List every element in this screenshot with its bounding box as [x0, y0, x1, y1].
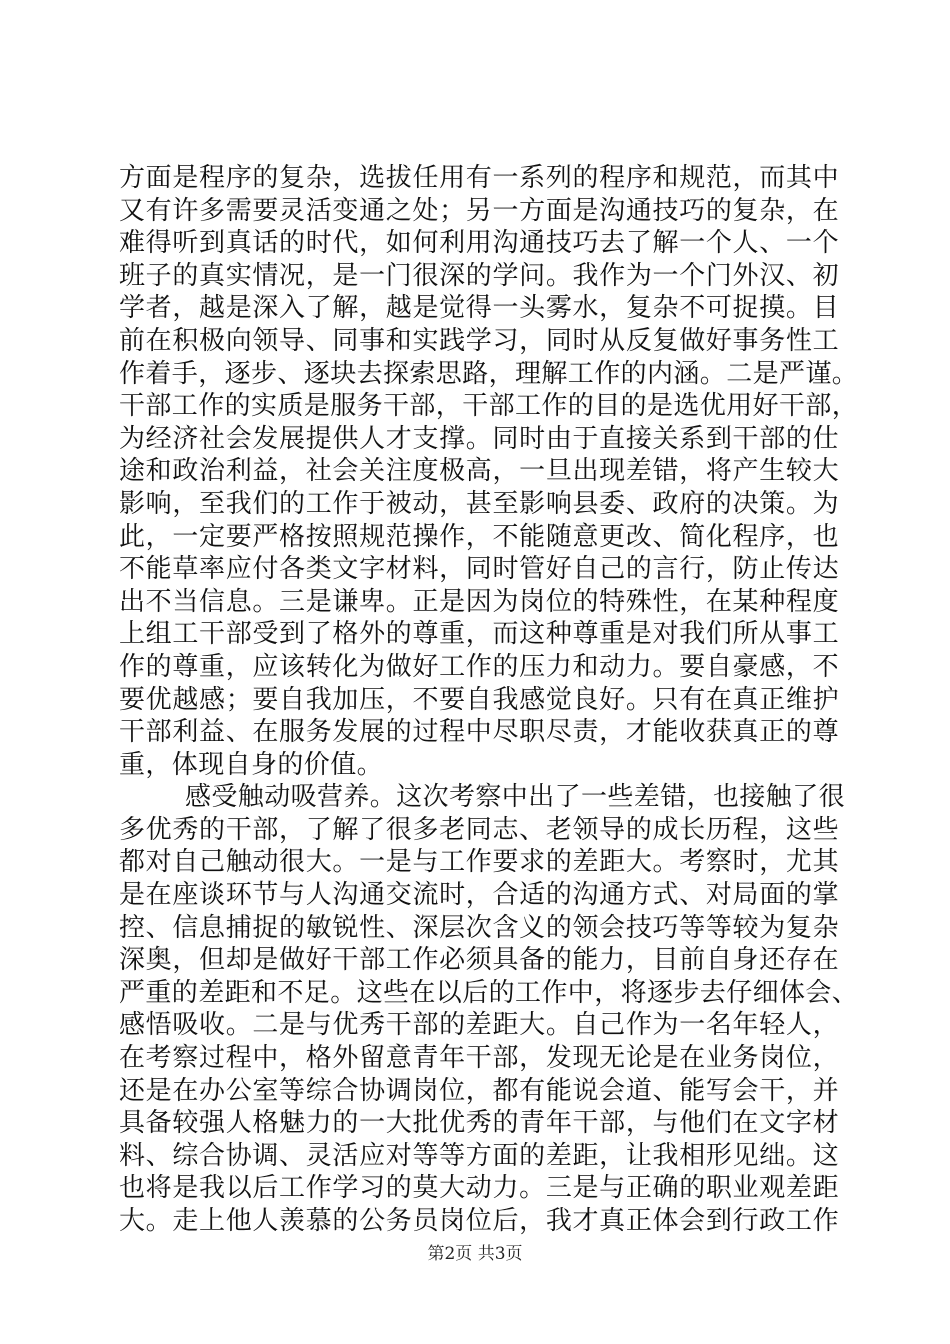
- text-line: 还是在办公室等综合协调岗位，都有能说会道、能写会干，并: [119, 1075, 839, 1106]
- text-line: 重，体现自身的价值。: [119, 749, 384, 780]
- text-line: 感受触动吸营养。这次考察中出了一些差错，也接触了很: [185, 782, 846, 813]
- text-line: 干部工作的实质是服务干部，干部工作的目的是选优用好干部，: [119, 391, 859, 422]
- text-line: 干部利益、在服务发展的过程中尽职尽责，才能收获真正的尊: [119, 717, 839, 748]
- page-footer: 第2页 共3页: [427, 1244, 523, 1264]
- text-line: 班子的真实情况，是一门很深的学问。我作为一个门外汉、初: [119, 260, 839, 291]
- text-line: 途和政治利益，社会关注度极高，一旦出现差错，将产生较大: [119, 456, 839, 487]
- text-line: 料、综合协调、灵活应对等等方面的差距，让我相形见绌。这: [119, 1140, 839, 1171]
- text-line: 影响，至我们的工作于被动，甚至影响县委、政府的决策。为: [119, 488, 839, 519]
- body-text: [119, 162, 859, 1238]
- text-line: 多优秀的干部，了解了很多老同志、老领导的成长历程，这些: [119, 814, 839, 845]
- text-line: 深奥，但却是做好干部工作必须具备的能力，目前自身还存在: [119, 945, 839, 976]
- text-line: 不能草率应付各类文字材料，同时管好自己的言行，防止传达: [119, 554, 839, 585]
- text-line: 都对自己触动很大。一是与工作要求的差距大。考察时，尤其: [119, 847, 839, 878]
- text-line: 控、信息捕捉的敏锐性、深层次含义的领会技巧等等较为复杂: [119, 912, 839, 943]
- text-line: 感悟吸收。二是与优秀干部的差距大。自己作为一名年轻人，: [119, 1010, 839, 1041]
- text-line: 出不当信息。三是谦卑。正是因为岗位的特殊性，在某种程度: [119, 586, 839, 617]
- text-line: 在考察过程中，格外留意青年干部，发现无论是在业务岗位，: [119, 1043, 839, 1074]
- text-line: 作着手，逐步、逐块去探索思路，理解工作的内涵。二是严谨。: [119, 358, 859, 389]
- text-line: 具备较强人格魅力的一大批优秀的青年干部，与他们在文字材: [119, 1108, 839, 1139]
- text-line: 此，一定要严格按照规范操作，不能随意更改、简化程序，也: [119, 521, 839, 552]
- text-line: 又有许多需要灵活变通之处；另一方面是沟通技巧的复杂，在: [119, 195, 839, 226]
- text-line: 作的尊重，应该转化为做好工作的压力和动力。要自豪感，不: [119, 651, 839, 682]
- text-line: 难得听到真话的时代，如何利用沟通技巧去了解一个人、一个: [119, 228, 839, 259]
- text-line: 为经济社会发展提供人才支撑。同时由于直接关系到干部的仕: [119, 423, 839, 454]
- text-line: 学者，越是深入了解，越是觉得一头雾水，复杂不可捉摸。目: [119, 293, 839, 324]
- text-line: 上组工干部受到了格外的尊重，而这种尊重是对我们所从事工: [119, 619, 839, 650]
- text-line: 是在座谈环节与人沟通交流时，合适的沟通方式、对局面的掌: [119, 880, 839, 911]
- text-line: 也将是我以后工作学习的莫大动力。三是与正确的职业观差距: [119, 1173, 839, 1204]
- text-line: 严重的差距和不足。这些在以后的工作中，将逐步去仔细体会、: [119, 977, 859, 1008]
- text-line: 要优越感；要自我加压，不要自我感觉良好。只有在真正维护: [119, 684, 839, 715]
- text-line: 前在积极向领导、同事和实践学习，同时从反复做好事务性工: [119, 325, 839, 356]
- text-line: 方面是程序的复杂，选拔任用有一系列的程序和规范，而其中: [119, 163, 839, 193]
- text-line: 大。走上他人羡慕的公务员岗位后，我才真正体会到行政工作: [119, 1206, 839, 1236]
